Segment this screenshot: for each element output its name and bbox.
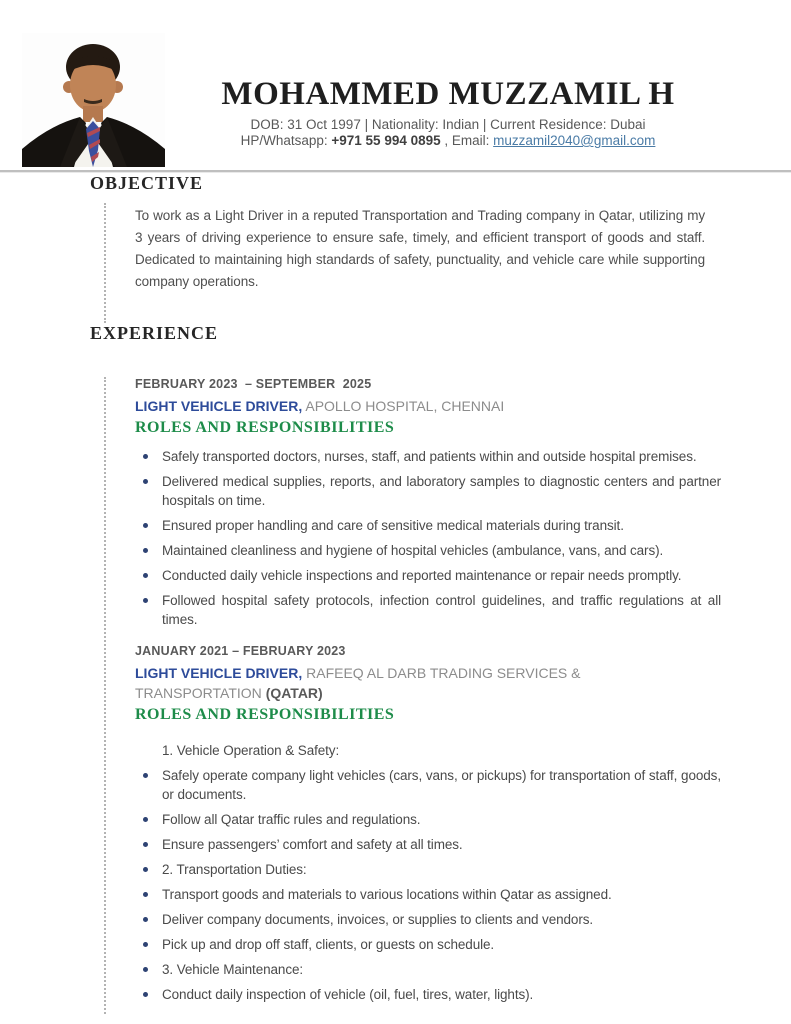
job-company-line1: RAFEEQ AL DARB TRADING SERVICES & (302, 665, 581, 681)
job-title-line (135, 396, 721, 416)
job-entry-apollo (135, 377, 721, 629)
resume-body (0, 173, 791, 1014)
responsibility-item: Safely operate company light vehicles (cars, vans, or pickups) for transportation of staff, goods, or documents. (135, 766, 721, 804)
contact-line-1: DOB: 31 Oct 1997 | Nationality: Indian | Current Residence: Dubai (250, 117, 646, 132)
responsibility-item: 1. Vehicle Operation & Safety: (162, 743, 340, 758)
job-title-line (135, 663, 721, 703)
job-company-line2: TRANSPORTATION (135, 685, 266, 701)
job-dates: FEBRUARY 2023 – SEPTEMBER 2025 (135, 377, 372, 391)
job-entry-rafeeq (135, 644, 721, 1004)
email-link[interactable]: muzzamil2040@gmail.com (493, 133, 656, 148)
job-company-country: (QATAR) (265, 685, 323, 701)
responsibility-item: Transport goods and materials to various locations within Qatar as assigned. (135, 885, 721, 904)
job-company: APOLLO HOSPITAL, CHENNAI (302, 398, 505, 414)
portrait-photo-graphic (22, 33, 165, 167)
whatsapp-label: HP/Whatsapp: (240, 133, 332, 148)
roles-heading: ROLES AND RESPONSIBILITIES (135, 706, 395, 723)
responsibilities-list (135, 741, 721, 1004)
contact-line-2 (168, 133, 728, 148)
objective-heading: OBJECTIVE (90, 173, 204, 193)
resume-header (0, 0, 791, 173)
objective-text: To work as a Light Driver in a reputed Transportation and Trading company in Qatar, utilizing my 3 years of driving experience to ensure safe, timely, and efficient transport of goods and staff. Dedicated to maintaining high standards of safety, punctuality, and vehicle care while supporting company operations. (135, 208, 705, 289)
responsibility-item: 3. Vehicle Maintenance: (135, 960, 721, 979)
responsibility-item: Ensured proper handling and care of sensitive medical materials during transit. (135, 516, 721, 535)
responsibility-item: Conduct daily inspection of vehicle (oil, fuel, tires, water, lights). (135, 985, 721, 1004)
responsibility-item: Delivered medical supplies, reports, and laboratory samples to diagnostic centers and partner hospitals on time. (135, 472, 721, 510)
email-label: , Email: (440, 133, 494, 148)
responsibility-item: Conducted daily vehicle inspections and reported maintenance or repair needs promptly. (135, 566, 721, 585)
candidate-name: MOHAMMED MUZZAMIL H (221, 76, 675, 112)
experience-block (104, 377, 721, 1014)
profile-photo (22, 33, 165, 167)
job-title: LIGHT VEHICLE DRIVER, (135, 398, 303, 414)
job-title: LIGHT VEHICLE DRIVER, (135, 665, 303, 681)
responsibility-item: Deliver company documents, invoices, or supplies to clients and vendors. (135, 910, 721, 929)
roles-heading: ROLES AND RESPONSIBILITIES (135, 419, 395, 436)
objective-block (104, 203, 705, 323)
responsibility-item: Followed hospital safety protocols, infection control guidelines, and traffic regulations at all times. (135, 591, 721, 629)
responsibility-item: Maintained cleanliness and hygiene of hospital vehicles (ambulance, vans, and cars). (135, 541, 721, 560)
responsibility-item: Ensure passengers’ comfort and safety at all times. (135, 835, 721, 854)
job-dates: JANUARY 2021 – FEBRUARY 2023 (135, 644, 346, 658)
responsibilities-list (135, 447, 721, 629)
responsibility-item: 2. Transportation Duties: (135, 860, 721, 879)
header-text (168, 76, 728, 148)
experience-heading: EXPERIENCE (90, 323, 219, 343)
responsibility-item: Pick up and drop off staff, clients, or guests on schedule. (135, 935, 721, 954)
responsibility-item: Safely transported doctors, nurses, staff, and patients within and outside hospital premises. (135, 447, 721, 466)
responsibility-item: Follow all Qatar traffic rules and regulations. (135, 810, 721, 829)
phone-number: +971 55 994 0895 (331, 133, 441, 148)
